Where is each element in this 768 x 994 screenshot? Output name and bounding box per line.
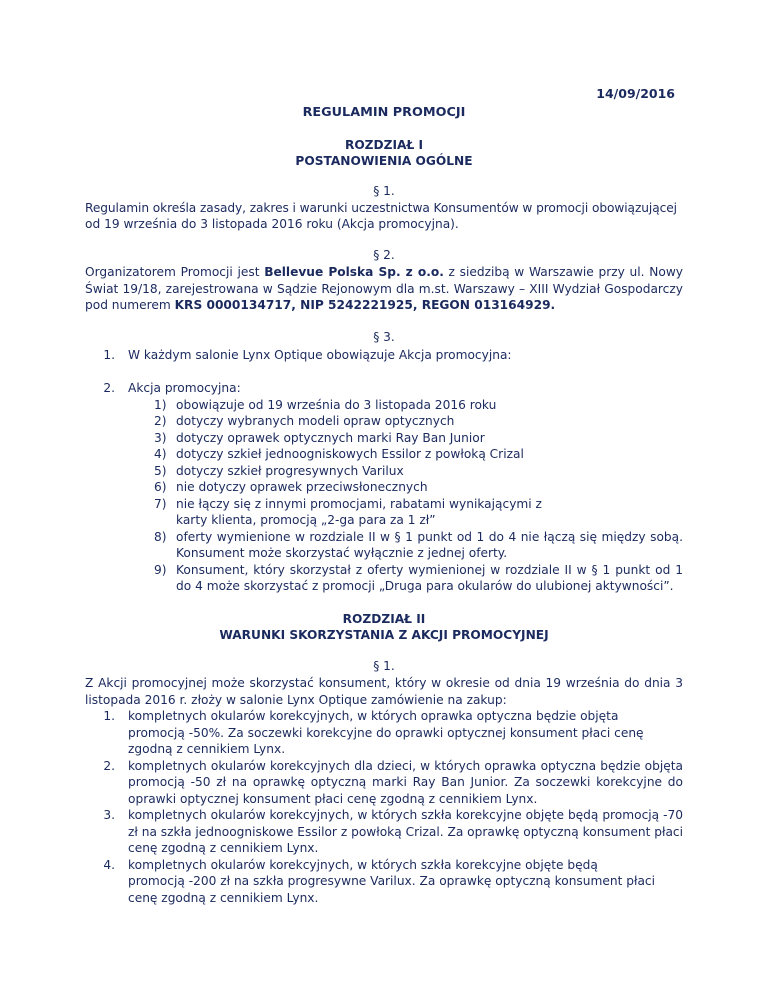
sublist-item xyxy=(85,479,683,496)
sublist-item xyxy=(85,496,683,529)
sub-text: Konsument, który skorzystał z oferty wymienionej w rozdziale II w § 1 punkt od 1 do 4 może skorzystać z promocji „Druga para okularów do ulubionej aktywności”. xyxy=(176,562,683,593)
s2-text-part2: z siedzibą w Warszawie przy ul. Nowy Świat 19/18, zarejestrowana w Sądzie Rejonowym dla m.st. Warszawy – XIII Wydział Gospodarczy pod numerem xyxy=(85,265,683,312)
sub-text: dotyczy wybranych modeli opraw optycznych xyxy=(176,414,455,428)
sublist-item xyxy=(85,446,683,463)
ch1-s2-sign: § 2. xyxy=(373,248,395,262)
sub-text: nie dotyczy oprawek przeciwsłonecznych xyxy=(176,480,428,494)
ch1-s3-item2 xyxy=(85,380,683,595)
sublist-item xyxy=(85,529,683,562)
sub-number: 1) xyxy=(154,397,167,412)
ch2-s1-list xyxy=(85,708,683,906)
sub-text: dotyczy szkieł jednoogniskowych Essilor z powłoką Crizal xyxy=(176,447,524,461)
ch1-s1-line2: od 19 września do 3 listopada 2016 roku (Akcja promocyjna). xyxy=(85,217,459,231)
document-title: REGULAMIN PROMOCJI xyxy=(302,105,466,120)
sub-text: dotyczy szkieł progresywnych Varilux xyxy=(176,463,404,478)
sub-number: 5) xyxy=(154,463,167,478)
item-text: kompletnych okularów korekcyjnych, w których szkła korekcyjne objęte będą promocją -200 zł na szkła progresywne Varilux. Za oprawkę optyczną konsument płaci cenę zgodną z cennikiem Lynx. xyxy=(128,857,655,905)
ch1-s1-sign: § 1. xyxy=(373,184,395,198)
item-text: kompletnych okularów korekcyjnych, w których oprawka optyczna będzie objęta promocją -50%. Za soczewki korekcyjne do oprawki optycznej konsument płaci cenę zgodną z cennikiem Lynx. xyxy=(128,709,644,756)
sublist-item xyxy=(85,397,683,414)
sublist-item xyxy=(85,430,683,447)
sublist-item xyxy=(85,413,683,430)
item-number: 1. xyxy=(103,709,115,723)
chapter2-number: ROZDZIAŁ II xyxy=(342,612,426,626)
sub-text: obowiązuje od 19 września do 3 listopada 2016 roku xyxy=(176,397,497,412)
ch2-s1-sign: § 1. xyxy=(373,659,395,673)
chapter1-number: ROZDZIAŁ I xyxy=(344,138,424,152)
sub-number: 4) xyxy=(154,447,167,461)
sub-number: 7) xyxy=(154,496,167,511)
item-number: 4. xyxy=(103,857,115,872)
list-item xyxy=(85,807,683,857)
item-text: Akcja promocyjna: xyxy=(128,381,241,395)
item-number: 2. xyxy=(103,381,115,395)
company-name: Bellevue Polska Sp. z o.o. xyxy=(264,265,444,279)
ch1-s2-paragraph xyxy=(85,264,683,314)
list-item xyxy=(85,857,683,907)
sub-number: 8) xyxy=(154,529,167,544)
item-text: kompletnych okularów korekcyjnych, w których szkła korekcyjne objęte będą promocją -70 zł na szkła jednoogniskowe Essilor z powłoką Crizal. Za oprawkę optyczną konsument płaci cenę zgodną z cennikiem Lynx. xyxy=(128,808,683,855)
s2-text-part1: Organizatorem Promocji jest xyxy=(85,265,265,279)
list-item xyxy=(85,708,683,758)
item-number: 2. xyxy=(103,758,115,773)
sub-number: 3) xyxy=(154,430,167,445)
item-number: 1. xyxy=(103,348,115,362)
registration-numbers: KRS 0000134717, NIP 5242221925, REGON 013164929. xyxy=(174,298,556,312)
chapter2-title: WARUNKI SKORZYSTANIA Z AKCJI PROMOCYJNEJ xyxy=(219,628,549,642)
sub-number: 9) xyxy=(154,562,167,577)
item-text: W każdym salonie Lynx Optique obowiązuje Akcja promocyjna: xyxy=(128,348,512,362)
sub-text: nie łączy się z innymi promocjami, rabatami wynikającymi z karty klienta, promocją „2-ga para za 1 zł” xyxy=(176,496,542,527)
sub-number: 6) xyxy=(154,480,167,494)
document-date: 14/09/2016 xyxy=(596,86,675,101)
list-item xyxy=(85,758,683,808)
sublist-item xyxy=(85,463,683,480)
ch1-s3-sign: § 3. xyxy=(373,330,395,344)
item-text: kompletnych okularów korekcyjnych dla dzieci, w których oprawka optyczna będzie objęta promocją -50 zł na oprawkę optyczną marki Ray Ban Junior. Za soczewki korekcyjne do oprawki optycznej konsument płaci cenę zgodną z cennikiem Lynx. xyxy=(128,758,683,806)
ch1-s3-item1 xyxy=(85,347,683,364)
sub-text: dotyczy oprawek optycznych marki Ray Ban Junior xyxy=(176,430,485,445)
chapter1-title: POSTANOWIENIA OGÓLNE xyxy=(295,154,473,168)
sublist-item xyxy=(85,562,683,595)
ch1-s1-line1: Regulamin określa zasady, zakres i warunki uczestnictwa Konsumentów w promocji obowiązującej xyxy=(85,201,677,215)
sub-text: oferty wymienione w rozdziale II w § 1 punkt od 1 do 4 nie łączą się między sobą. Konsument może skorzystać wyłącznie z jednej oferty. xyxy=(176,529,683,560)
ch2-s1-intro: Z Akcji promocyjnej może skorzystać konsument, który w okresie od dnia 19 września do dnia 3 listopada 2016 r. złoży w salonie Lynx Optique zamówienie na zakup: xyxy=(85,676,683,707)
sub-number: 2) xyxy=(154,414,167,428)
item-number: 3. xyxy=(103,808,115,822)
